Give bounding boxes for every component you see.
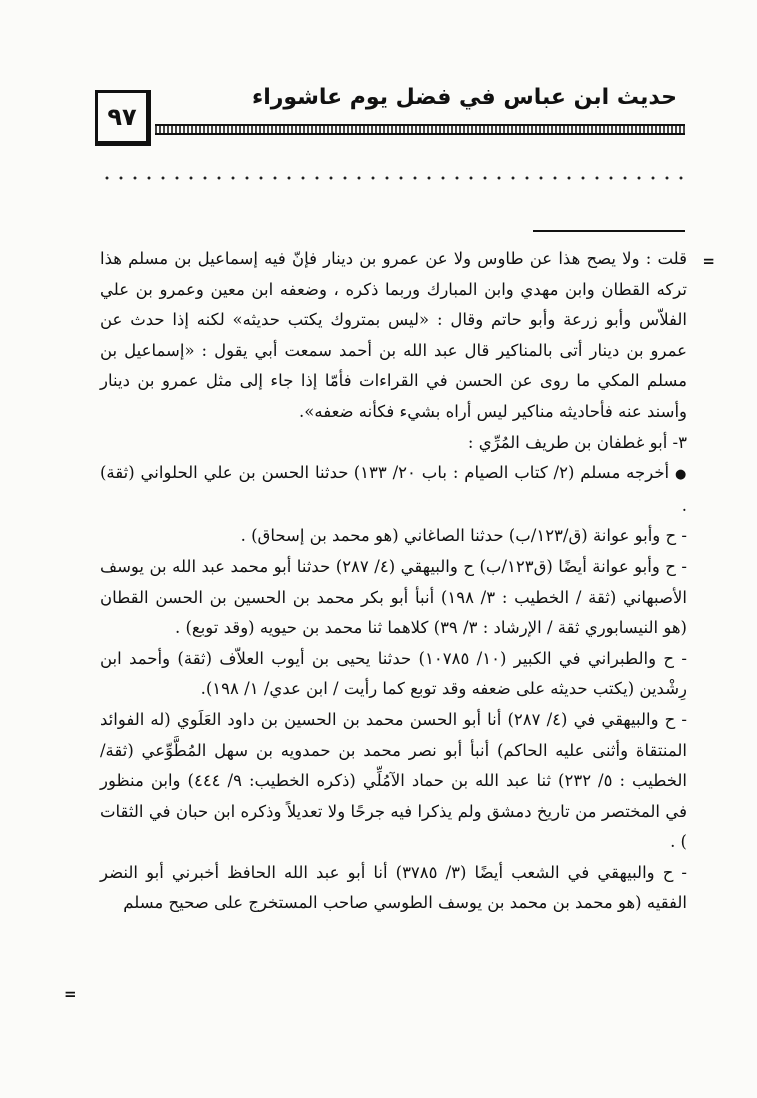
paragraph-bayhaqi-2: - ح والبيهقي في الشعب أيضًا (٣/ ٣٧٨٥) أنا أبو عبد الله الحافظ أخبرني أبو النضر الفقيه (هو محمد بن محمد بن يوسف الطوسي صاحب المستخرج على صحيح مسلم bbox=[100, 862, 687, 913]
continuation-mark-bottom: = bbox=[64, 985, 77, 1003]
paragraph-muslim bbox=[100, 458, 687, 521]
footnote-rule bbox=[533, 230, 685, 232]
continuation-mark-top: = bbox=[702, 252, 715, 270]
header-rule bbox=[155, 124, 685, 135]
paragraph-muslim-text: أخرجه مسلم (٢/ كتاب الصيام : باب ٢٠/ ١٣٣) حدثنا الحسن بن علي الحلواني (ثقة) . bbox=[100, 463, 687, 515]
paragraph-comment: قلت : ولا يصح هذا عن طاوس ولا عن عمرو بن دينار فإنّ فيه إسماعيل بن مسلم هذا تركه القطان وابن مهدي وابن المبارك وربما ذكره ، وضعفه ابن معين وعمرو بن علي الفلاّس وأبو زرعة وأبو حاتم وقال : «ليس بمتروك يكتب حديثه» لكنه إذا حدث عن عمرو بن دينار أتى بالمناكير قال عبد الله بن أحمد سمعت أبي يقول : «إسماعيل بن مسلم المكي ما روى عن الحسن في القراءات فأمّا إذا جاء إلى مثل عمرو بن دينار وأسند عنه فأحاديثه مناكير ليس أراه بشيء فكأنه ضعفه». bbox=[100, 249, 687, 421]
dotted-separator bbox=[100, 176, 689, 180]
paragraph-heading: ٣- أبو غطفان بن طريف المُرِّي : bbox=[467, 432, 687, 452]
running-title: حديث ابن عباس في فضل يوم عاشوراء bbox=[251, 85, 677, 110]
footnote-text bbox=[100, 244, 687, 919]
bullet-icon: ● bbox=[675, 467, 687, 483]
paragraph-tabarani: - ح والطبراني في الكبير (١٠/ ١٠٧٨٥) حدثنا يحيى بن أيوب العلاّف (ثقة) وأحمد ابن رِشْدين (يكتب حديثه على ضعفه وقد توبع كما رأيت / ابن عدي/ ١/ ١٩٨). bbox=[100, 648, 687, 699]
paragraph-bayhaqi-1: - ح والبيهقي في (٤/ ٢٨٧) أنا أبو الحسن محمد بن الحسين بن داود العَلَوي (له الفوائد المنتقاة وأثنى عليه الحاكم) أنبأ أبو نصر محمد بن حمدويه بن سهل المُطَّوِّعي (ثقة/ الخطيب : ٥/ ٢٣٢) ثنا عبد الله بن حماد الآمُلِّي (ذكره الخطيب: ٩/ ٤٤٤) وابن منظور في المختصر من تاريخ دمشق ولم يذكرا فيه جرحًا ولا تعديلاً وذكره ابن حبان في الثقات ) . bbox=[100, 709, 687, 852]
page-number: ٩٧ bbox=[95, 90, 151, 146]
paragraph-abu-awana-2: - ح وأبو عوانة أيضًا (ق١٢٣/ب) ح والبيهقي (٤/ ٢٨٧) حدثنا أبو محمد عبد الله بن يوسف الأصبهاني (ثقة / الخطيب : ٣/ ١٩٨) أنبأ أبو بكر محمد بن الحسين بن الحسن القطان (هو النيسابوري ثقة / الإرشاد : ٣/ ٣٩) كلاهما ثنا محمد بن حيويه (وقد توبع) . bbox=[100, 556, 688, 638]
paragraph-abu-awana-1: - ح وأبو عوانة (ق/١٢٣/ب) حدثنا الصاغاني (هو محمد بن إسحاق) . bbox=[240, 526, 687, 546]
